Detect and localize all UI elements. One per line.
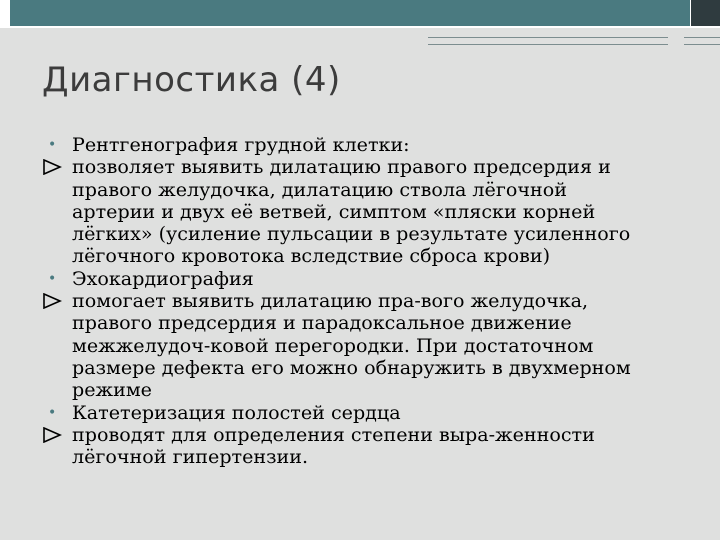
arrow-text-line: артерии и двух её ветвей, симптом «пляски корней bbox=[72, 199, 596, 223]
bullet-text: Катетеризация полостей сердца bbox=[72, 400, 401, 424]
bullet-icon: • bbox=[48, 404, 57, 421]
arrow-icon bbox=[42, 424, 64, 446]
top-accent-bar bbox=[10, 0, 690, 26]
arrow-text-line: межжелудоч-ковой перегородки. При достаточном bbox=[72, 333, 594, 357]
arrow-icon bbox=[42, 290, 64, 312]
arrow-text-line: помогает выявить дилатацию пра-вого желудочка, bbox=[72, 289, 589, 313]
arrow-text-line: правого предсердия и парадоксальное движение bbox=[72, 311, 572, 335]
arrow-text-line: размере дефекта его можно обнаружить в двухмерном bbox=[72, 355, 631, 379]
arrow-text-line: правого желудочка, дилатацию ствола лёгочной bbox=[72, 177, 567, 201]
arrow-item bbox=[42, 290, 692, 401]
arrow-text-line: проводят для определения степени выра-женности bbox=[72, 422, 595, 446]
arrow-text-line: позволяет выявить дилатацию правого предсердия и bbox=[72, 155, 611, 179]
bullet-icon: • bbox=[48, 137, 57, 153]
arrow-item bbox=[42, 156, 692, 267]
top-dark-block bbox=[691, 0, 720, 26]
arrow-text-line: режиме bbox=[72, 378, 152, 402]
bullet-item bbox=[42, 134, 692, 156]
slide-title: Диагностика (4) bbox=[42, 60, 341, 100]
bullet-item bbox=[42, 402, 692, 424]
bullet-icon: • bbox=[48, 270, 57, 287]
bullet-text: Рентгенография грудной клетки: bbox=[72, 133, 410, 156]
decorative-double-line-right bbox=[684, 37, 720, 45]
bullet-text: Эхокардиография bbox=[72, 266, 254, 290]
arrow-item bbox=[42, 424, 692, 469]
arrow-text-line: лёгочного кровотока вследствие сброса крови) bbox=[72, 244, 551, 268]
decorative-double-line bbox=[428, 37, 668, 45]
arrow-icon bbox=[42, 156, 64, 178]
arrow-text-line: лёгочной гипертензии. bbox=[72, 445, 309, 469]
bullet-item bbox=[42, 268, 692, 290]
slide-body bbox=[42, 134, 692, 468]
arrow-text-line: лёгких» (усиление пульсации в результате усиленного bbox=[72, 222, 631, 246]
